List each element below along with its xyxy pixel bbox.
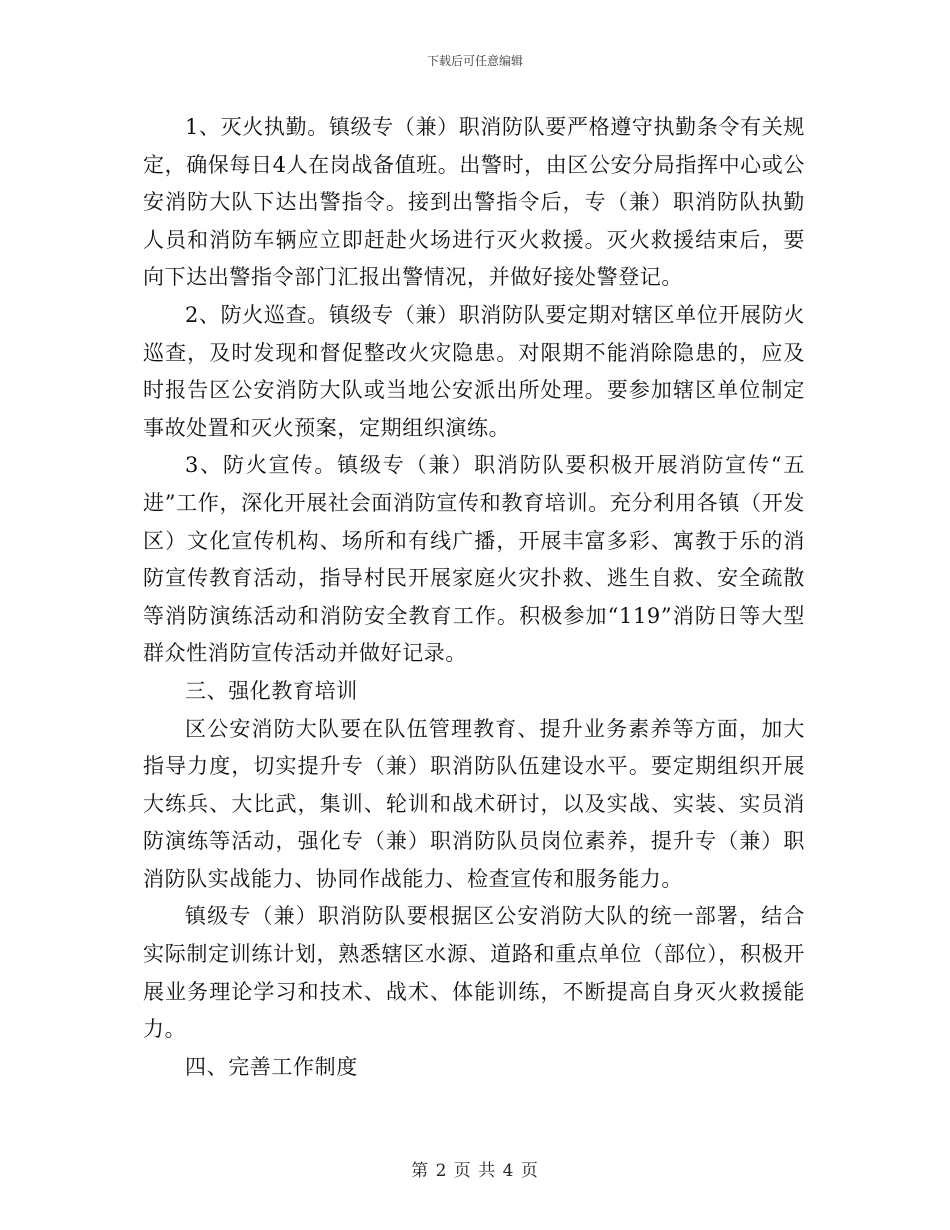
- page-header-note: 下载后可任意编辑: [426, 54, 523, 68]
- paragraph-training-guidance: 区公安消防大队要在队伍管理教育、提升业务素养等方面，加大指导力度，切实提升专（兼）职消防队伍建设水平。要定期组织开展大练兵、大比武，集训、轮训和战术研讨，以及实战、实装、实员消防演练等活动，强化专（兼）职消防队员岗位素养，提升专（兼）职消防队实战能力、协同作战能力、检查宣传和服务能力。: [143, 716, 805, 891]
- paragraph-training-plan: 镇级专（兼）职消防队要根据区公安消防大队的统一部署，结合实际制定训练计划，熟悉辖区水源、道路和重点单位（部位），积极开展业务理论学习和技术、战术、体能训练，不断提高自身灭火救援能力。: [143, 904, 805, 1042]
- section-heading-training: 三、强化教育培训: [185, 678, 358, 703]
- document-body: [143, 109, 805, 1086]
- page-number: 第 2 页 共 4 页: [411, 1161, 539, 1181]
- section-heading-work-system: 四、完善工作制度: [185, 1054, 358, 1079]
- paragraph-firefighting-duty: 1、灭火执勤。镇级专（兼）职消防队要严格遵守执勤条令有关规定，确保每日4人在岗战备值班。出警时，由区公安分局指挥中心或公安消防大队下达出警指令。接到出警指令后，专（兼）职消防队执勤人员和消防车辆应立即赶赴火场进行灭火救援。灭火救援结束后，要向下达出警指令部门汇报出警情况，并做好接处警登记。: [143, 115, 805, 290]
- paragraph-fire-patrol: 2、防火巡查。镇级专（兼）职消防队要定期对辖区单位开展防火巡查，及时发现和督促整改火灾隐患。对限期不能消除隐患的，应及时报告区公安消防大队或当地公安派出所处理。要参加辖区单位制定事故处置和灭火预案，定期组织演练。: [143, 302, 805, 440]
- paragraph-fire-publicity: 3、防火宣传。镇级专（兼）职消防队要积极开展消防宣传“五进”工作，深化开展社会面消防宣传和教育培训。充分利用各镇（开发区）文化宣传机构、场所和有线广播，开展丰富多彩、寓教于乐的消防宣传教育活动，指导村民开展家庭火灾扑救、逃生自救、安全疏散等消防演练活动和消防安全教育工作。积极参加“119”消防日等大型群众性消防宣传活动并做好记录。: [143, 453, 805, 666]
